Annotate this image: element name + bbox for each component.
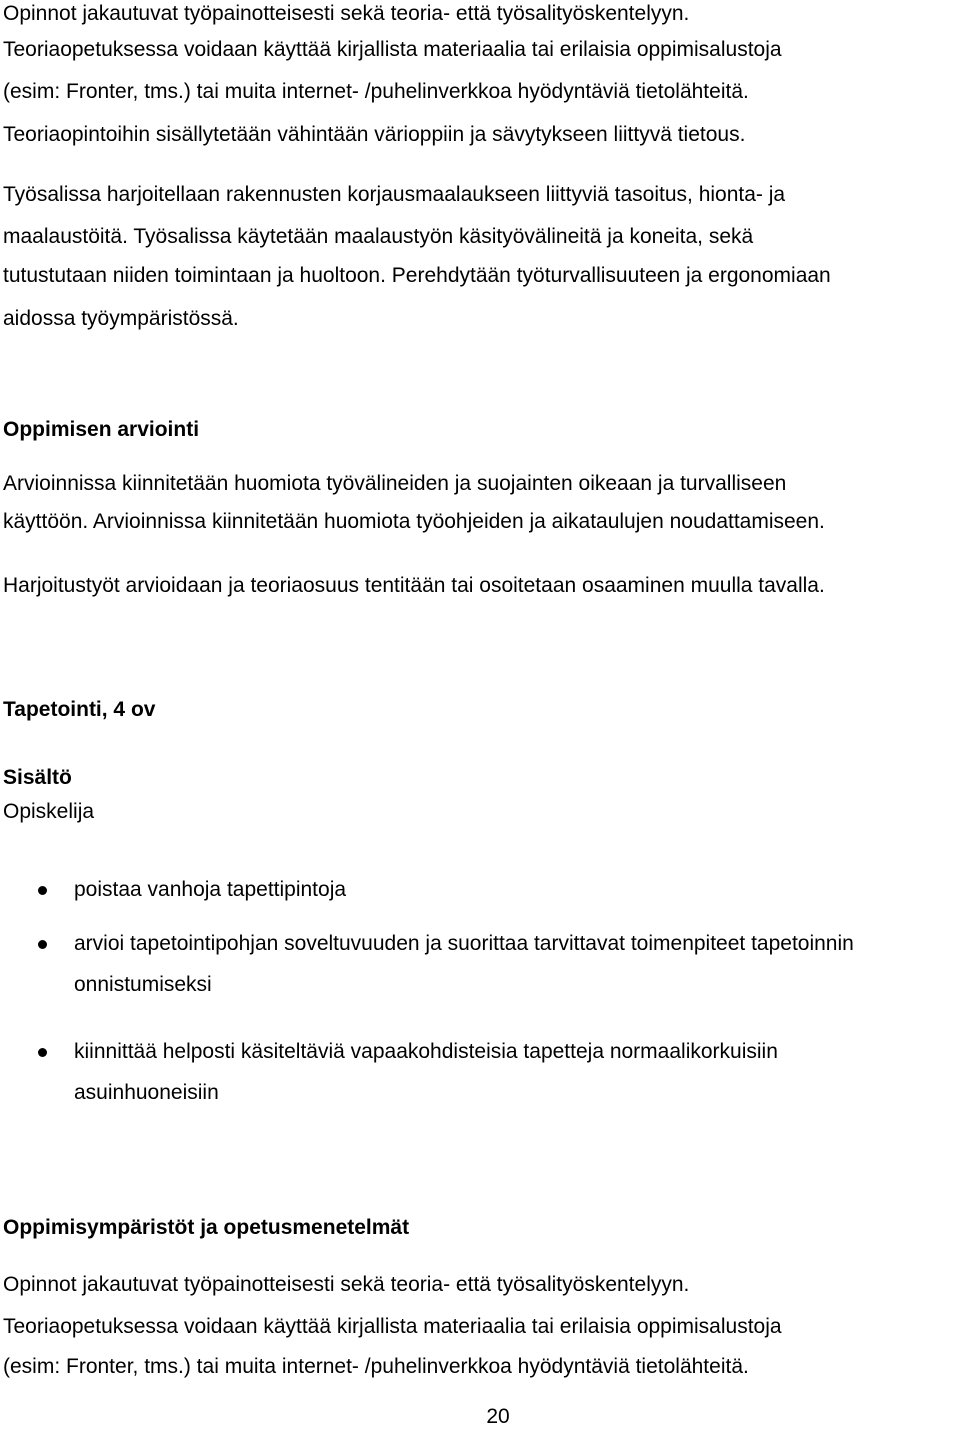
workshop-line: tutustutaan niiden toimintaan ja huoltoon. Perehdytään työturvallisuuteen ja ergonomiaan [3, 264, 831, 287]
content-heading: Sisältö [3, 766, 72, 789]
module-title: Tapetointi, 4 ov [3, 698, 156, 721]
bullet-dot [38, 886, 47, 895]
bullet-item-text: kiinnittää helposti käsiteltäviä vapaakohdisteisia tapetteja normaalikorkuisiin [74, 1040, 778, 1063]
student-label: Opiskelija [3, 800, 95, 823]
assessment-line: Arvioinnissa kiinnitetään huomiota työvälineiden ja suojainten oikeaan ja turvalliseen [3, 472, 787, 495]
intro-line: Teoriaopetuksessa voidaan käyttää kirjallista materiaalia tai erilaisia oppimisalustoja [3, 38, 782, 61]
bullet-item-text: poistaa vanhoja tapettipintoja [74, 878, 347, 901]
intro-line: Teoriaopintoihin sisällytetään vähintään värioppiin ja sävytykseen liittyvä tietous. [3, 123, 746, 146]
assessment-line: Harjoitustyöt arvioidaan ja teoriaosuus tentitään tai osoitetaan osaaminen muulla tavalla. [3, 574, 825, 597]
bullet-item-text: arvioi tapetointipohjan soveltuvuuden ja suorittaa tarvittavat toimenpiteet tapetoinnin [74, 932, 854, 955]
workshop-line: Työsalissa harjoitellaan rakennusten korjausmaalaukseen liittyviä tasoitus, hionta- ja [3, 183, 786, 206]
workshop-line: maalaustöitä. Työsalissa käytetään maalaustyön käsityövälineitä ja koneita, sekä [3, 225, 754, 248]
bullet-dot [38, 1048, 47, 1057]
environment-line: (esim: Fronter, tms.) tai muita internet- /puhelinverkkoa hyödyntäviä tietolähteitä. [3, 1355, 749, 1378]
bullet-item-text: onnistumiseksi [74, 973, 212, 996]
bullet-item-text: asuinhuoneisiin [74, 1081, 219, 1104]
workshop-line: aidossa työympäristössä. [3, 307, 239, 330]
environment-line: Teoriaopetuksessa voidaan käyttää kirjallista materiaalia tai erilaisia oppimisalustoja [3, 1315, 782, 1338]
intro-line: (esim: Fronter, tms.) tai muita internet- /puhelinverkkoa hyödyntäviä tietolähteitä. [3, 80, 749, 103]
environment-heading: Oppimisympäristöt ja opetusmenetelmät [3, 1216, 410, 1239]
intro-line: Opinnot jakautuvat työpainotteisesti sekä teoria- että työsalityöskentelyyn. [3, 2, 690, 25]
assessment-line: käyttöön. Arvioinnissa kiinnitetään huomiota työohjeiden ja aikataulujen noudattamiseen. [3, 510, 825, 533]
page-number: 20 [486, 1405, 510, 1428]
environment-line: Opinnot jakautuvat työpainotteisesti sekä teoria- että työsalityöskentelyyn. [3, 1273, 690, 1296]
bullet-dot [38, 940, 47, 949]
assessment-heading: Oppimisen arviointi [3, 418, 200, 441]
